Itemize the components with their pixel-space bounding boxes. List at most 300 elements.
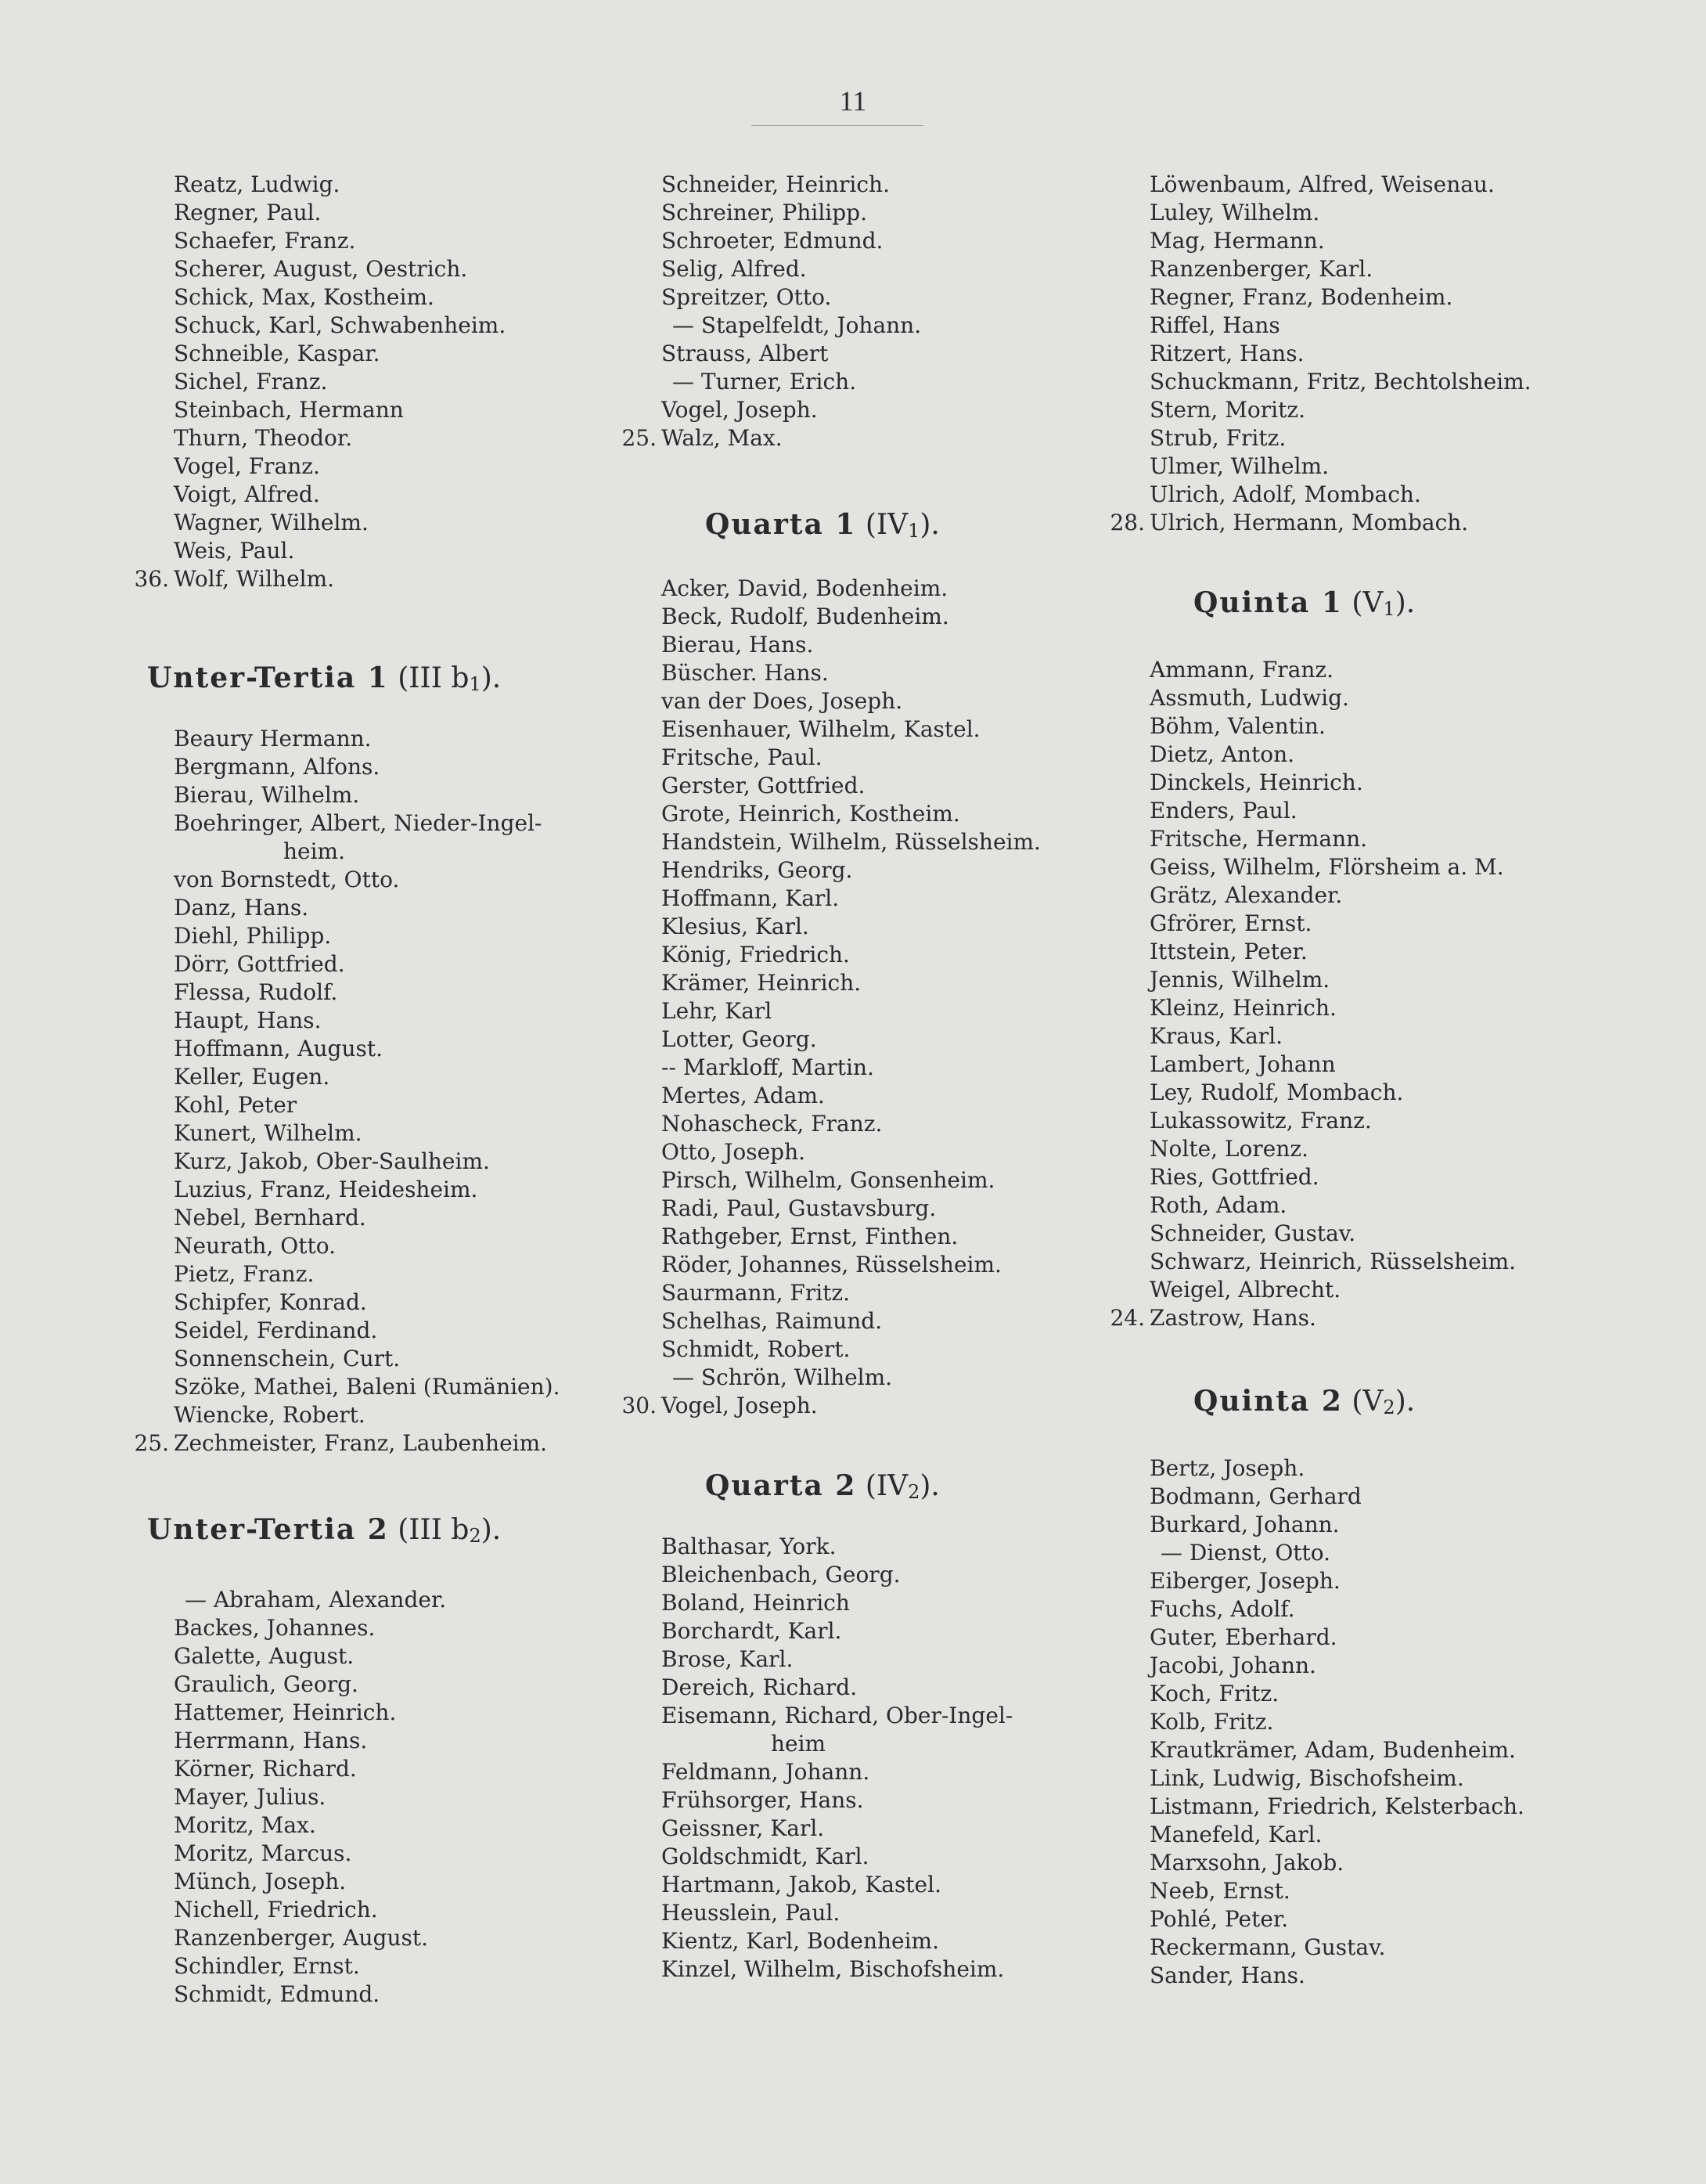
student-name: Fuchs, Adolf. (1150, 1596, 1295, 1622)
student-entry (661, 1054, 1107, 1082)
student-entry (174, 1260, 612, 1288)
student-entry (1150, 797, 1635, 825)
student-entry (174, 1373, 612, 1401)
student-entry (1150, 452, 1635, 481)
student-entry (1150, 656, 1635, 684)
student-entry (174, 1727, 612, 1755)
student-entry (174, 866, 612, 894)
student-name: Vogel, Joseph. (661, 397, 818, 423)
student-entry (1150, 1107, 1635, 1135)
spacer (661, 546, 1107, 575)
student-name: Beck, Rudolf, Budenheim. (661, 604, 949, 629)
student-name: Schuckmann, Fritz, Bechtolsheim. (1150, 369, 1531, 395)
student-name: Radi, Paul, Gustavsburg. (661, 1195, 937, 1221)
student-entry (174, 452, 612, 481)
student-entry (661, 312, 1107, 340)
student-name: Koch, Fritz. (1150, 1681, 1280, 1706)
student-name: Reckermann, Gustav. (1150, 1934, 1386, 1960)
student-entry (661, 255, 1107, 283)
student-name: Graulich, Georg. (174, 1671, 358, 1697)
student-name: Lambert, Johann (1150, 1051, 1336, 1077)
student-entry (661, 1927, 1107, 1955)
student-name: Dereich, Richard. (661, 1674, 858, 1700)
student-name: Bleichenbach, Georg. (661, 1562, 901, 1588)
student-name: Backes, Johannes. (174, 1615, 376, 1641)
student-name: Sander, Hans. (1150, 1962, 1305, 1988)
class-heading (705, 509, 1107, 546)
class-heading-name: Quinta 2 (1193, 1385, 1343, 1418)
student-name: Hoffmann, August. (174, 1036, 383, 1061)
student-name: Thurn, Theodor. (174, 425, 353, 451)
student-name: Schwarz, Heinrich, Rüsselsheim. (1150, 1249, 1517, 1274)
student-entry (174, 1401, 612, 1429)
spacer (661, 1420, 1107, 1470)
student-entry (661, 1871, 1107, 1899)
student-name: Acker, David, Bodenheim. (661, 575, 948, 601)
student-name: Geiss, Wilhelm, Flörsheim a. M. (1150, 854, 1504, 880)
student-name: Listmann, Friedrich, Kelsterbach. (1150, 1793, 1524, 1819)
student-entry (1150, 227, 1635, 255)
student-name: Pietz, Franz. (174, 1261, 315, 1287)
student-name: Heusslein, Paul. (661, 1900, 840, 1926)
student-entry (1150, 1877, 1635, 1905)
student-name: Stern, Moritz. (1150, 397, 1305, 423)
column-3 (1110, 171, 1635, 1990)
student-name: Vogel, Franz. (174, 453, 320, 479)
student-name: Saurmann, Fritz. (661, 1280, 851, 1306)
student-name: Spreitzer, Otto. (661, 284, 832, 310)
student-entry (661, 1955, 1107, 1984)
class-heading (705, 1470, 1107, 1508)
student-entry (661, 687, 1107, 715)
student-name: Beaury Hermann. (174, 726, 372, 751)
student-entry (621, 424, 1107, 452)
student-entry (1150, 1539, 1635, 1567)
student-name: Nichell, Friedrich. (174, 1897, 378, 1923)
student-entry (661, 1589, 1107, 1617)
student-name: Kientz, Karl, Bodenheim. (661, 1928, 940, 1954)
student-name: — Abraham, Alexander. (185, 1587, 447, 1613)
student-entry (174, 1345, 612, 1373)
student-name: Mag, Hermann. (1150, 228, 1325, 254)
class-heading-subscript: 2 (1383, 1397, 1395, 1418)
student-name: Böhm, Valentin. (1150, 713, 1326, 739)
student-name: Schick, Max, Kostheim. (174, 284, 434, 310)
student-entry (174, 1204, 612, 1232)
spacer (174, 1458, 612, 1514)
student-name: van der Does, Joseph. (661, 688, 903, 714)
student-name: Moritz, Marcus. (174, 1840, 352, 1866)
header-rule (751, 125, 923, 126)
student-entry (1150, 1191, 1635, 1220)
student-name: Goldschmidt, Karl. (661, 1843, 869, 1869)
student-entry (1150, 1764, 1635, 1793)
student-entry (174, 1783, 612, 1811)
student-name: Kolb, Fritz. (1150, 1709, 1274, 1735)
class-count: 36. (134, 566, 169, 592)
class-heading (1193, 587, 1635, 625)
student-name: Hattemer, Heinrich. (174, 1699, 397, 1725)
student-name: Wiencke, Robert. (174, 1402, 365, 1428)
student-entry (174, 1642, 612, 1670)
student-entry (174, 894, 612, 922)
student-name: Diehl, Philipp. (174, 923, 332, 949)
student-name: Szöke, Mathei, Baleni (Rumänien). (174, 1374, 560, 1400)
student-name: Hoffmann, Karl. (661, 885, 840, 911)
student-name: Wolf, Wilhelm. (174, 566, 335, 592)
student-entry (661, 1645, 1107, 1674)
student-name: Zastrow, Hans. (1150, 1305, 1316, 1331)
student-entry (1150, 481, 1635, 509)
student-entry (174, 1063, 612, 1091)
student-entry (1150, 424, 1635, 452)
student-entry (661, 1251, 1107, 1279)
student-entry (174, 1317, 612, 1345)
student-entry (661, 199, 1107, 227)
student-entry (1150, 1793, 1635, 1821)
column-2 (621, 171, 1107, 1984)
student-entry (174, 1176, 612, 1204)
student-name: Körner, Richard. (174, 1756, 357, 1782)
student-name: Klesius, Karl. (661, 914, 809, 939)
student-entry (174, 396, 612, 424)
class-heading-close: ). (480, 662, 502, 694)
student-entry (174, 199, 612, 227)
student-entry (174, 1755, 612, 1783)
student-name: Eisemann, Richard, Ober-Ingel- (661, 1703, 1013, 1728)
student-name: Kohl, Peter (174, 1092, 297, 1118)
student-entry (174, 1952, 612, 1980)
class-heading-name: Quarta 1 (705, 508, 857, 541)
student-name: Münch, Joseph. (174, 1869, 347, 1894)
student-name: Danz, Hans. (174, 895, 309, 921)
student-name: Weigel, Albrecht. (1150, 1277, 1341, 1303)
student-entry (1150, 1680, 1635, 1708)
student-entry (661, 1617, 1107, 1645)
student-entry (174, 1148, 612, 1176)
student-name: Grote, Heinrich, Kostheim. (661, 801, 960, 827)
student-name: Weis, Paul. (174, 538, 295, 564)
student-entry (174, 809, 612, 838)
student-name: Kurz, Jakob, Ober-Saulheim. (174, 1148, 490, 1174)
student-entry (661, 828, 1107, 856)
student-entry (661, 659, 1107, 687)
student-entry (1150, 1905, 1635, 1934)
student-entry (174, 1670, 612, 1699)
student-name: Lehr, Karl (661, 998, 772, 1024)
student-entry (661, 1364, 1107, 1392)
student-entry (661, 1533, 1107, 1561)
student-entry (174, 537, 612, 565)
student-name: Bierau, Hans. (661, 632, 814, 658)
student-name: Ley, Rudolf, Mombach. (1150, 1079, 1404, 1105)
student-entry (1150, 1220, 1635, 1248)
student-name: heim (771, 1731, 826, 1757)
student-entry-continuation (174, 838, 612, 866)
student-entry (1150, 1595, 1635, 1624)
class-heading-close: ). (920, 1470, 940, 1502)
spacer (661, 1508, 1107, 1533)
student-name: Nolte, Lorenz. (1150, 1136, 1309, 1162)
student-entry (174, 1924, 612, 1952)
student-entry (1110, 1304, 1635, 1332)
student-entry (1150, 1624, 1635, 1652)
student-name: Rathgeber, Ernst, Finthen. (661, 1224, 959, 1249)
class-heading-name: Unter-Tertia 2 (147, 1513, 389, 1546)
student-name: Dietz, Anton. (1150, 741, 1295, 767)
student-entry (1150, 1022, 1635, 1051)
student-name: Jennis, Wilhelm. (1150, 967, 1330, 993)
student-entry (1110, 509, 1635, 537)
student-name: Moritz, Max. (174, 1812, 316, 1838)
student-name: — Stapelfeldt, Johann. (672, 312, 922, 338)
student-entry (174, 509, 612, 537)
student-name: Bergmann, Alfons. (174, 754, 380, 780)
student-name: Schaefer, Franz. (174, 228, 356, 254)
student-entry (661, 800, 1107, 828)
student-name: Lotter, Georg. (661, 1026, 817, 1052)
student-entry (661, 913, 1107, 941)
student-entry (661, 1674, 1107, 1702)
class-heading-subscript: 1 (1383, 598, 1395, 620)
student-name: Scherer, August, Oestrich. (174, 256, 468, 282)
student-entry (1150, 712, 1635, 741)
student-entry (661, 368, 1107, 396)
student-entry (174, 753, 612, 781)
student-name: Schmidt, Robert. (661, 1336, 851, 1362)
student-entry (661, 1843, 1107, 1871)
student-name: Gfrörer, Ernst. (1150, 910, 1312, 936)
student-entry (174, 481, 612, 509)
student-entry (661, 631, 1107, 659)
student-entry (661, 1138, 1107, 1166)
student-name: Roth, Adam. (1150, 1192, 1287, 1218)
student-name: Seidel, Ferdinand. (174, 1317, 378, 1343)
student-entry (1150, 1163, 1635, 1191)
student-entry (1150, 255, 1635, 283)
student-name: Assmuth, Ludwig. (1150, 685, 1349, 711)
student-entry (174, 1007, 612, 1035)
student-name: Selig, Alfred. (661, 256, 807, 282)
student-name: Kunert, Wilhelm. (174, 1120, 362, 1146)
student-name: Röder, Johannes, Rüsselsheim. (661, 1252, 1002, 1278)
spacer (174, 593, 612, 662)
student-name: Nebel, Bernhard. (174, 1205, 366, 1231)
student-name: Lukassowitz, Franz. (1150, 1108, 1372, 1133)
student-name: Dinckels, Heinrich. (1150, 769, 1363, 795)
student-entry (174, 1896, 612, 1924)
student-entry (621, 1392, 1107, 1420)
student-name: Löwenbaum, Alfred, Weisenau. (1150, 171, 1495, 197)
student-entry (1150, 1248, 1635, 1276)
student-entry (174, 340, 612, 368)
class-count: 24. (1110, 1305, 1145, 1331)
student-entry (1150, 312, 1635, 340)
student-entry (661, 1195, 1107, 1223)
class-heading-name: Quarta 2 (705, 1469, 857, 1502)
student-entry (1150, 1567, 1635, 1595)
student-name: Schipfer, Konrad. (174, 1289, 367, 1315)
spacer (1150, 625, 1635, 656)
student-entry (1150, 910, 1635, 938)
class-heading-name: Quinta 1 (1193, 586, 1343, 619)
student-entry (661, 1335, 1107, 1364)
student-name: Ries, Gottfried. (1150, 1164, 1319, 1190)
class-heading-code: (IV (856, 1470, 909, 1502)
student-entry (1150, 938, 1635, 966)
student-name: Ulmer, Wilhelm. (1150, 453, 1329, 479)
student-name: Nohascheck, Franz. (661, 1111, 883, 1137)
student-entry (134, 1429, 612, 1458)
student-name: Mayer, Julius. (174, 1784, 326, 1810)
class-heading (1193, 1386, 1635, 1423)
student-name: Büscher. Hans. (661, 660, 829, 686)
class-heading-code: (III b (388, 1514, 470, 1546)
student-name: Neeb, Ernst. (1150, 1878, 1290, 1904)
spacer (1150, 537, 1635, 587)
student-entry (661, 1702, 1107, 1730)
student-name: Krämer, Heinrich. (661, 970, 862, 996)
class-heading-close: ). (480, 1514, 502, 1546)
student-name: Fritsche, Hermann. (1150, 826, 1368, 852)
student-name: Krautkrämer, Adam, Budenheim. (1150, 1737, 1516, 1763)
spacer (174, 700, 612, 725)
student-name: Schneider, Gustav. (1150, 1220, 1356, 1246)
student-entry (661, 1223, 1107, 1251)
student-entry (661, 1899, 1107, 1927)
student-entry (661, 227, 1107, 255)
class-heading-close: ). (920, 509, 940, 541)
student-name: Brose, Karl. (661, 1646, 794, 1672)
class-heading (147, 1514, 612, 1552)
student-name: Reatz, Ludwig. (174, 171, 340, 197)
student-name: Haupt, Hans. (174, 1007, 322, 1033)
student-name: Schroeter, Edmund. (661, 228, 884, 254)
student-entry (1150, 199, 1635, 227)
student-entry (661, 885, 1107, 913)
student-entry (1150, 1934, 1635, 1962)
student-name: Luley, Wilhelm. (1150, 200, 1320, 225)
student-entry (134, 565, 612, 593)
student-name: Schreiner, Philipp. (661, 200, 868, 225)
student-entry (1150, 1652, 1635, 1680)
student-entry (1150, 340, 1635, 368)
student-name: Borchardt, Karl. (661, 1618, 842, 1644)
student-entry (174, 227, 612, 255)
student-entry (174, 950, 612, 978)
student-entry (1150, 684, 1635, 712)
student-name: Mertes, Adam. (661, 1083, 825, 1108)
student-name: Schneible, Kaspar. (174, 341, 380, 366)
class-count: 30. (621, 1393, 657, 1418)
student-name: Pirsch, Wilhelm, Gonsenheim. (661, 1167, 995, 1193)
class-heading (147, 662, 612, 700)
student-entry (174, 283, 612, 312)
student-name: Schneider, Heinrich. (661, 171, 890, 197)
spacer (661, 452, 1107, 509)
student-entry (661, 1561, 1107, 1589)
student-entry-continuation (661, 1730, 1107, 1758)
student-name: Flessa, Rudolf. (174, 979, 338, 1005)
student-entry (1150, 825, 1635, 853)
student-name: Dörr, Gottfried. (174, 951, 345, 977)
student-name: von Bornstedt, Otto. (174, 867, 400, 892)
student-entry (661, 1307, 1107, 1335)
student-entry (1150, 1821, 1635, 1849)
student-entry (174, 171, 612, 199)
student-entry (1150, 396, 1635, 424)
student-entry (174, 255, 612, 283)
class-heading-subscript: 1 (908, 520, 920, 542)
class-heading-subscript: 2 (469, 1525, 481, 1547)
student-entry (174, 922, 612, 950)
student-entry (661, 715, 1107, 744)
student-name: Strauss, Albert (661, 341, 829, 366)
student-name: Schelhas, Raimund. (661, 1308, 883, 1334)
student-entry (661, 941, 1107, 969)
student-entry (1150, 769, 1635, 797)
page-number: 11 (839, 85, 867, 117)
student-name: Schindler, Ernst. (174, 1953, 360, 1979)
student-name: Steinbach, Hermann (174, 397, 404, 423)
student-name: Vogel, Joseph. (661, 1393, 818, 1418)
student-entry (661, 396, 1107, 424)
student-name: Boland, Heinrich (661, 1590, 850, 1616)
student-entry (1150, 741, 1635, 769)
student-name: Wagner, Wilhelm. (174, 510, 369, 535)
student-entry (174, 725, 612, 753)
student-entry (1150, 368, 1635, 396)
student-entry (661, 603, 1107, 631)
student-entry (174, 424, 612, 452)
student-entry (174, 781, 612, 809)
student-name: Schuck, Karl, Schwabenheim. (174, 312, 506, 338)
student-name: -- Markloff, Martin. (661, 1054, 874, 1080)
class-heading-code: (V (1342, 1386, 1384, 1418)
student-name: Geissner, Karl. (661, 1815, 825, 1841)
student-entry (661, 856, 1107, 885)
student-entry (174, 1980, 612, 2009)
student-entry (1150, 1849, 1635, 1877)
student-entry (174, 1840, 612, 1868)
student-name: Enders, Paul. (1150, 798, 1297, 824)
student-name: Riffel, Hans (1150, 312, 1280, 338)
student-entry (661, 283, 1107, 312)
student-entry (1150, 994, 1635, 1022)
student-entry (661, 1758, 1107, 1786)
student-name: Ritzert, Hans. (1150, 341, 1305, 366)
student-name: Ittstein, Peter. (1150, 939, 1308, 964)
student-entry (174, 1232, 612, 1260)
student-name: Luzius, Franz, Heidesheim. (174, 1177, 478, 1202)
student-entry (661, 997, 1107, 1025)
student-entry (1150, 1736, 1635, 1764)
student-name: Eisenhauer, Wilhelm, Kastel. (661, 716, 981, 742)
student-name: Burkard, Johann. (1150, 1512, 1340, 1537)
class-heading-close: ). (1395, 1386, 1416, 1418)
student-name: Jacobi, Johann. (1150, 1652, 1316, 1678)
student-name: Bodmann, Gerhard (1150, 1483, 1362, 1509)
student-name: Sichel, Franz. (174, 369, 328, 395)
student-name: — Turner, Erich. (672, 369, 857, 395)
column-1 (134, 171, 612, 2009)
student-entry (661, 744, 1107, 772)
student-name: Galette, August. (174, 1643, 355, 1669)
spacer (1150, 1332, 1635, 1386)
student-entry (661, 969, 1107, 997)
student-name: Keller, Eugen. (174, 1064, 330, 1090)
student-entry (1150, 966, 1635, 994)
